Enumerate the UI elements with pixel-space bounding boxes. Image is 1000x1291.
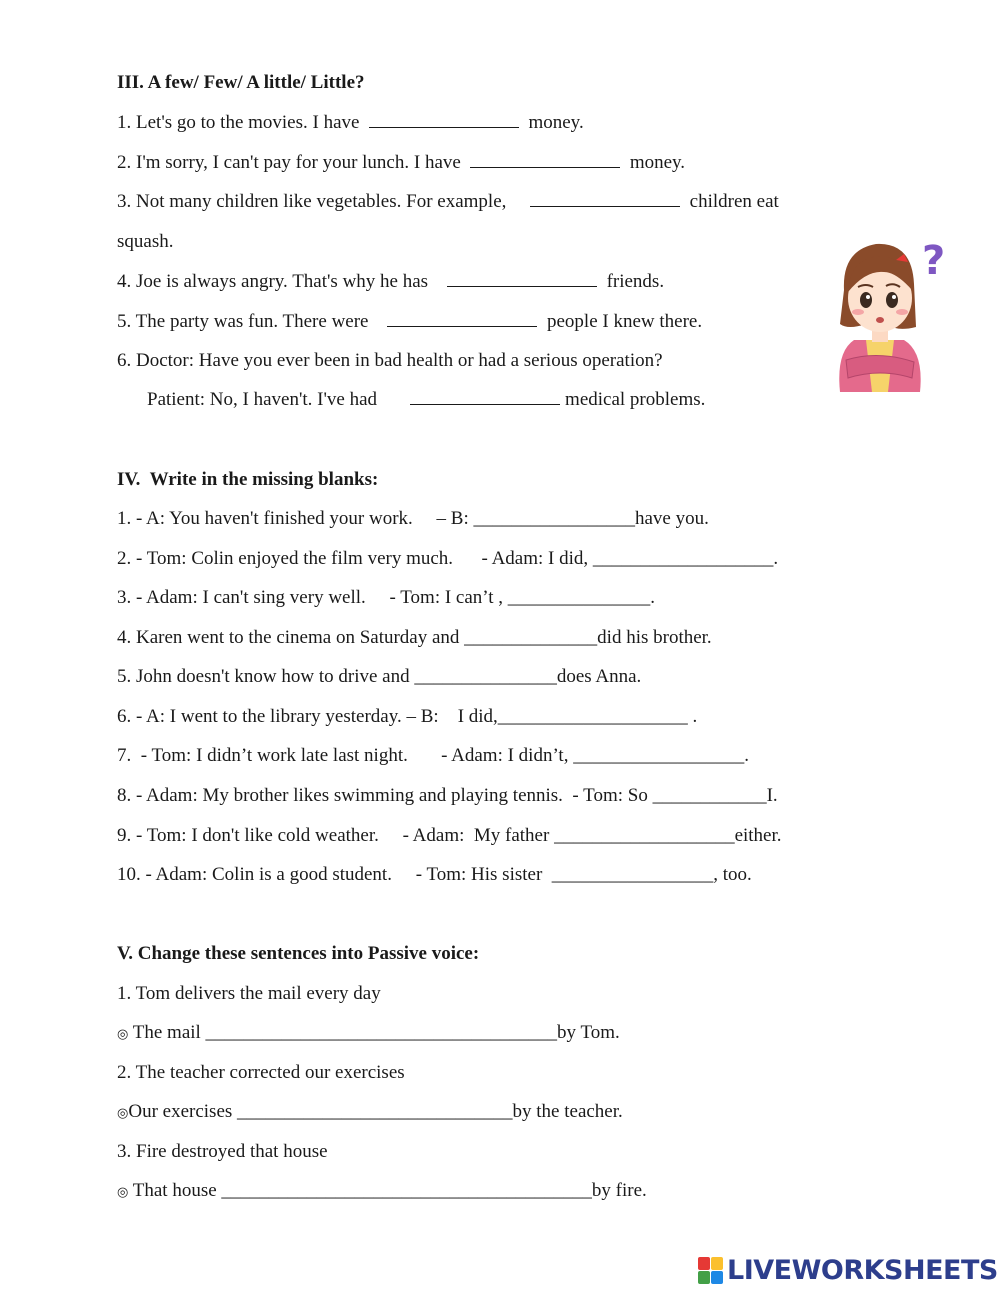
section-3-item-5: 5. The party was fun. There were people I knew there. xyxy=(117,311,703,332)
brand-name: LIVEWORKSHEETS xyxy=(727,1254,998,1286)
section-3-item-4: 4. Joe is always angry. That's why he has friends. xyxy=(117,271,665,292)
section-5-answer-1[interactable]: ◎ The mail _____________________________________by Tom. xyxy=(117,1022,620,1043)
section-5-prompt-3: 3. Fire destroyed that house xyxy=(117,1141,328,1162)
section-4-item-3[interactable]: 3. - Adam: I can't sing very well. - Tom: I can’t , _______________. xyxy=(117,587,656,608)
section-5-prompt-2: 2. The teacher corrected our exercises xyxy=(117,1062,405,1083)
section-4-item-10[interactable]: 10. - Adam: Colin is a good student. - Tom: His sister _________________, too. xyxy=(117,864,752,885)
section-3-item-3: 3. Not many children like vegetables. For example, children eat xyxy=(117,191,779,212)
bullet-icon: ◎ xyxy=(117,1026,129,1041)
answer-blank[interactable] xyxy=(387,311,537,327)
section-5-answer-2[interactable]: ◎Our exercises _____________________________by the teacher. xyxy=(117,1101,623,1122)
answer-blank[interactable] xyxy=(447,271,597,287)
bullet-icon: ◎ xyxy=(117,1184,129,1199)
section-4-item-7[interactable]: 7. - Tom: I didn’t work late last night. - Adam: I didn’t, __________________. xyxy=(117,745,749,766)
section-4-title: IV. Write in the missing blanks: xyxy=(117,469,379,490)
answer-blank[interactable] xyxy=(470,152,620,168)
section-4-item-6[interactable]: 6. - A: I went to the library yesterday. – B: I did,____________________ . xyxy=(117,706,698,727)
section-3-item-6-patient: Patient: No, I haven't. I've had medical problems. xyxy=(147,389,706,410)
section-5-prompt-1: 1. Tom delivers the mail every day xyxy=(117,983,381,1004)
section-4-item-2[interactable]: 2. - Tom: Colin enjoyed the film very much. - Adam: I did, ___________________. xyxy=(117,548,779,569)
answer-blank[interactable] xyxy=(410,389,560,405)
section-3-title: III. A few/ Few/ A little/ Little? xyxy=(117,72,365,93)
logo-mark-icon xyxy=(698,1257,723,1284)
section-4-item-4[interactable]: 4. Karen went to the cinema on Saturday and ______________did his brother. xyxy=(117,627,712,648)
section-3-item-6: 6. Doctor: Have you ever been in bad health or had a serious operation? xyxy=(117,350,663,371)
bullet-icon: ◎ xyxy=(117,1105,129,1120)
section-4-item-5[interactable]: 5. John doesn't know how to drive and _______________does Anna. xyxy=(117,666,642,687)
section-5-answer-3[interactable]: ◎ That house _______________________________________by fire. xyxy=(117,1180,647,1201)
answer-blank[interactable] xyxy=(369,112,519,128)
question-mark-icon: ? xyxy=(922,238,946,284)
section-4-item-9[interactable]: 9. - Tom: I don't like cold weather. - Adam: My father ___________________either. xyxy=(117,825,782,846)
section-4-item-1[interactable]: 1. - A: You haven't finished your work. – B: _________________have you. xyxy=(117,508,709,529)
liveworksheets-logo xyxy=(698,1256,998,1284)
confused-girl-icon xyxy=(826,232,956,397)
section-4-item-8[interactable]: 8. - Adam: My brother likes swimming and playing tennis. - Tom: So ____________I. xyxy=(117,785,778,806)
answer-blank[interactable] xyxy=(530,191,680,207)
section-5-title: V. Change these sentences into Passive voice: xyxy=(117,943,480,964)
section-3-item-2: 2. I'm sorry, I can't pay for your lunch. I have money. xyxy=(117,152,686,173)
section-3-item-1: 1. Let's go to the movies. I have money. xyxy=(117,112,584,133)
section-3-item-3-continued: squash. xyxy=(117,231,174,252)
